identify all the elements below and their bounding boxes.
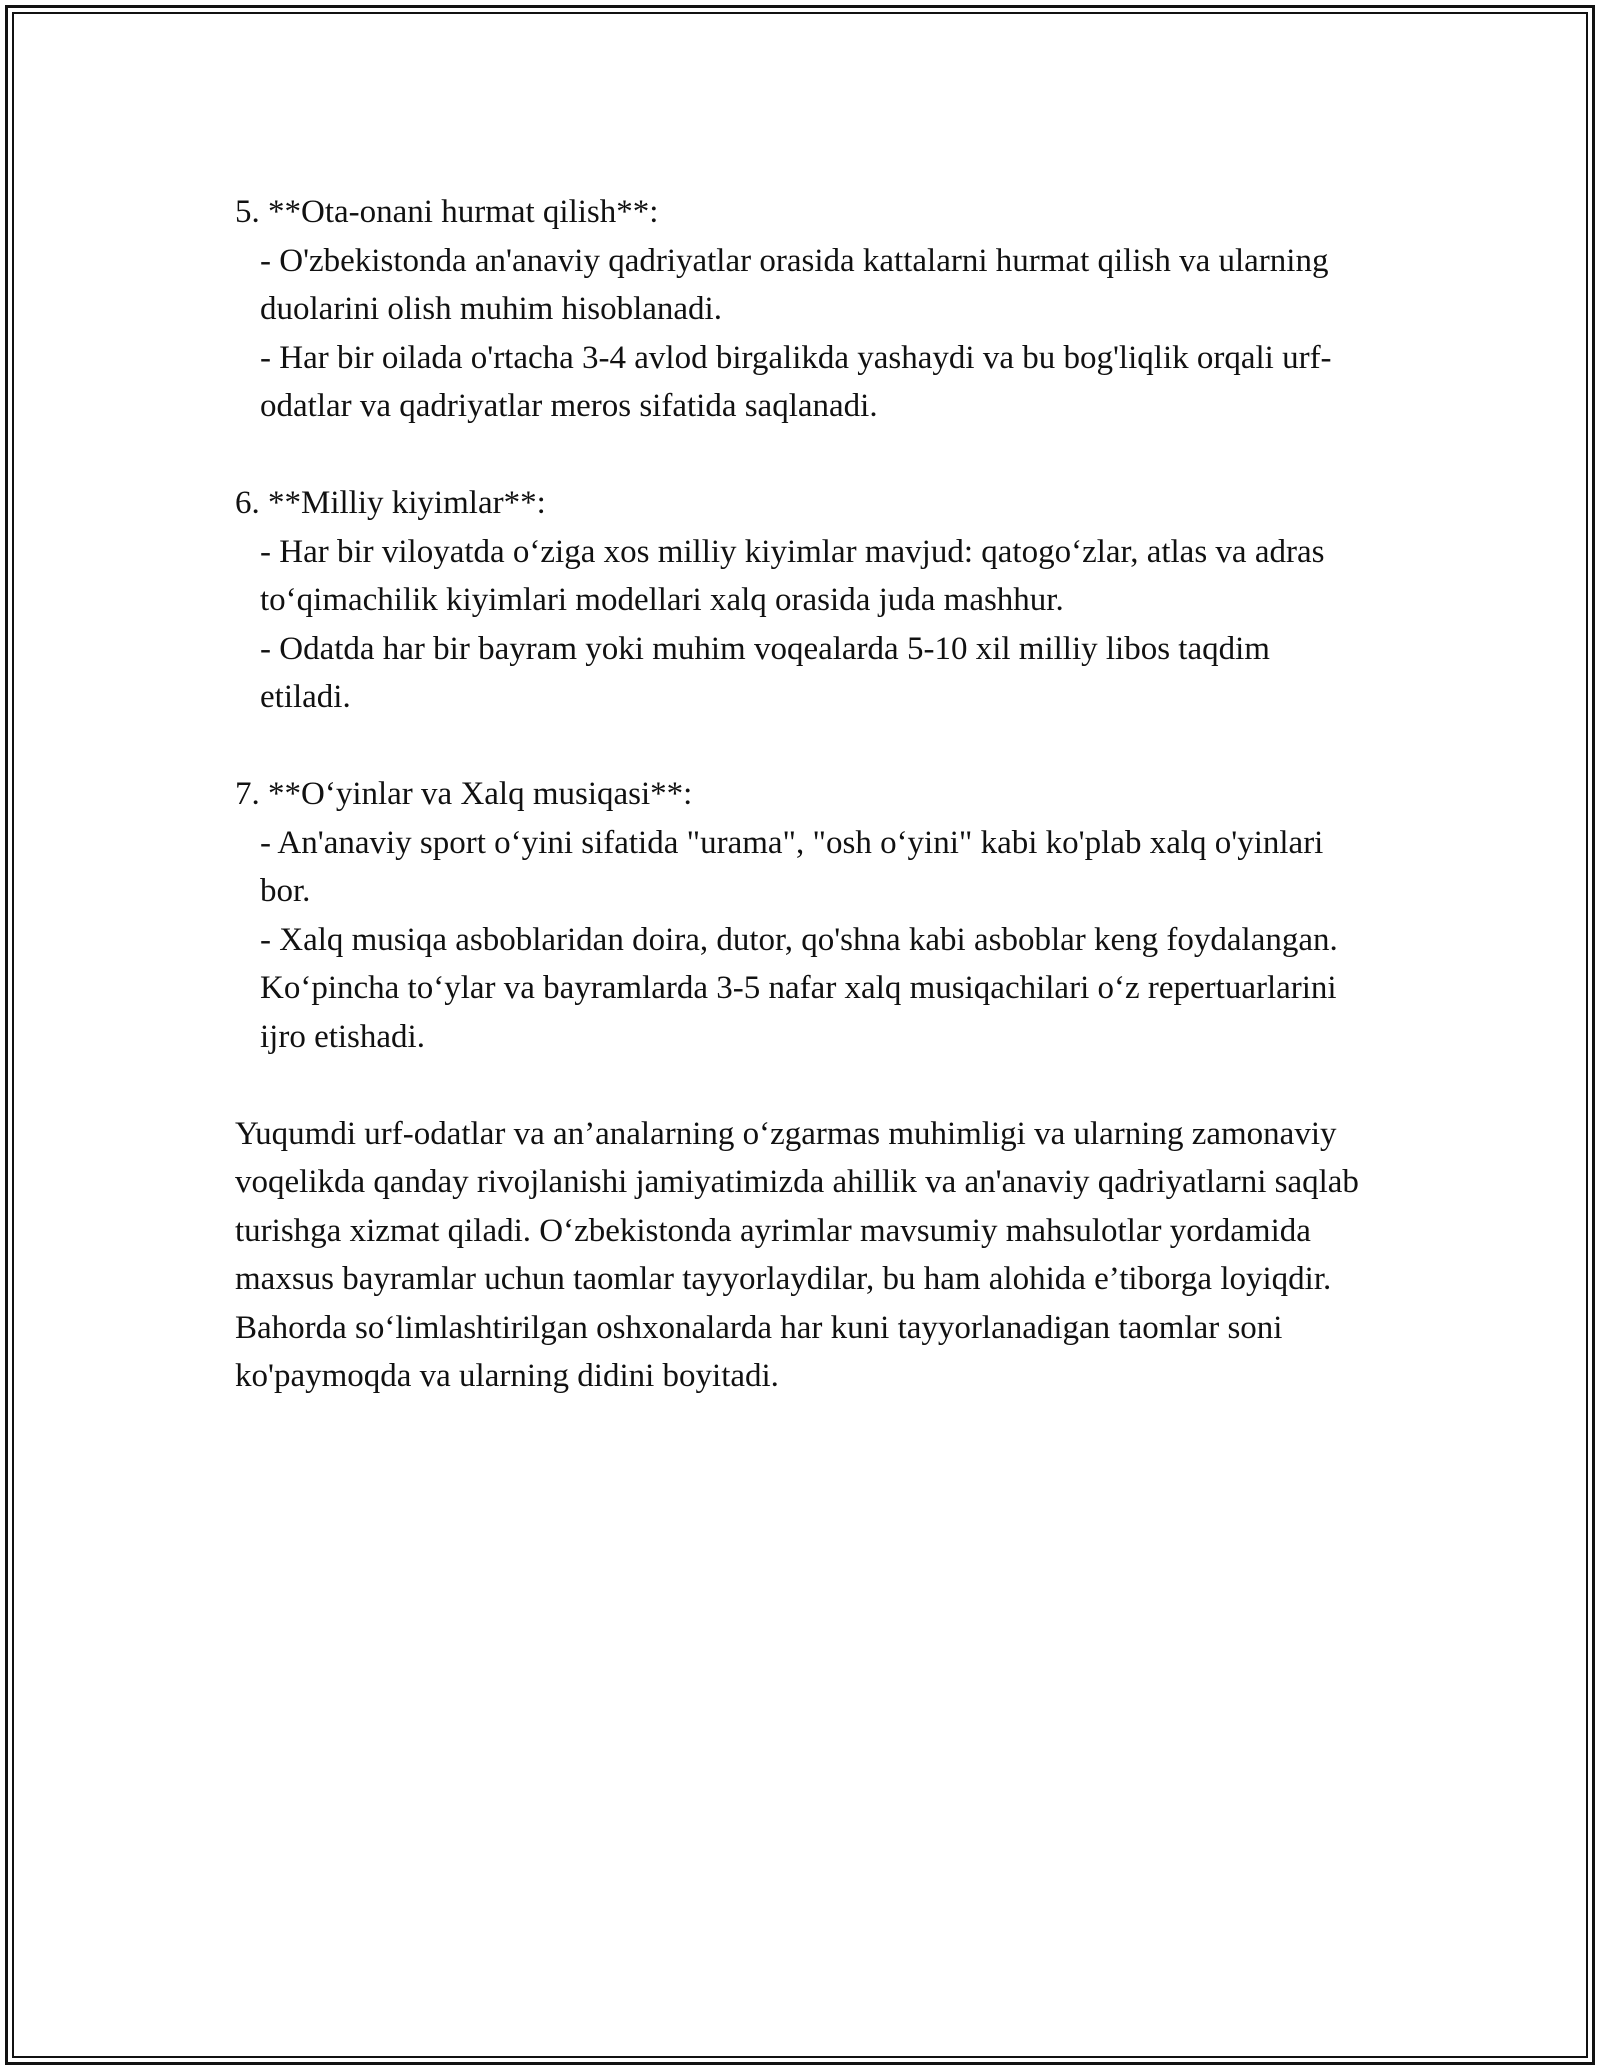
list-item: - Odatda har bir bayram yoki muhim voqealarda 5-10 xil milliy libos taqdim etiladi. [260, 630, 1270, 715]
closing-paragraph: Yuqumdi urf-odatlar va an’analarning o‘zgarmas muhimligi va ularning zamonaviy voqelikda qanday rivojlanishi jamiyatimizda ahillik va an'anaviy qadriyatlarni saqlab turishga xizmat qiladi. O‘zbekistonda ayrimlar mavsumiy mahsulotlar yordamida maxsus bayramlar uchun taomlar tayyorlaydilar, bu ham alohida e’tiborga loyiqdir. Bahorda so‘limlashtirilgan oshxonalarda har kuni tayyorlanadigan taomlar soni ko'paymoqda va ularning didini boyitadi. [235, 1115, 1359, 1394]
section-heading: 5. **Ota-onani hurmat qilish**: [235, 194, 659, 230]
list-item: - An'anaviy sport o‘yini sifatida "urama", "osh o‘yini" kabi ko'plab xalq o'yinlari bor. [260, 824, 1324, 909]
document-body [235, 188, 1365, 1449]
section-heading: 6. **Milliy kiyimlar**: [235, 485, 546, 521]
list-item: - Har bir viloyatda o‘ziga xos milliy kiyimlar mavjud: qatogo‘zlar, atlas va adras to‘qimachilik kiyimlari modellari xalq orasida juda mashhur. [260, 533, 1325, 618]
list-item: - Har bir oilada o'rtacha 3-4 avlod birgalikda yashaydi va bu bog'liqlik orqali urf-odatlar va qadriyatlar meros sifatida saqlanadi. [260, 339, 1332, 424]
list-item: - Xalq musiqa asboblaridan doira, dutor, qo'shna kabi asboblar keng foydalangan. Ko‘pincha to‘ylar va bayramlarda 3-5 nafar xalq musiqachilari o‘z repertuarlarini ijro etishadi. [260, 921, 1338, 1055]
section-respect-parents [235, 188, 1365, 431]
list-item: - O'zbekistonda an'anaviy qadriyatlar orasida kattalarni hurmat qilish va ularning duolarini olish muhim hisoblanadi. [260, 242, 1329, 327]
section-heading: 7. **O‘yinlar va Xalq musiqasi**: [235, 776, 693, 812]
section-games-music [235, 770, 1365, 1061]
closing-section [235, 1110, 1365, 1401]
section-national-clothes [235, 479, 1365, 722]
